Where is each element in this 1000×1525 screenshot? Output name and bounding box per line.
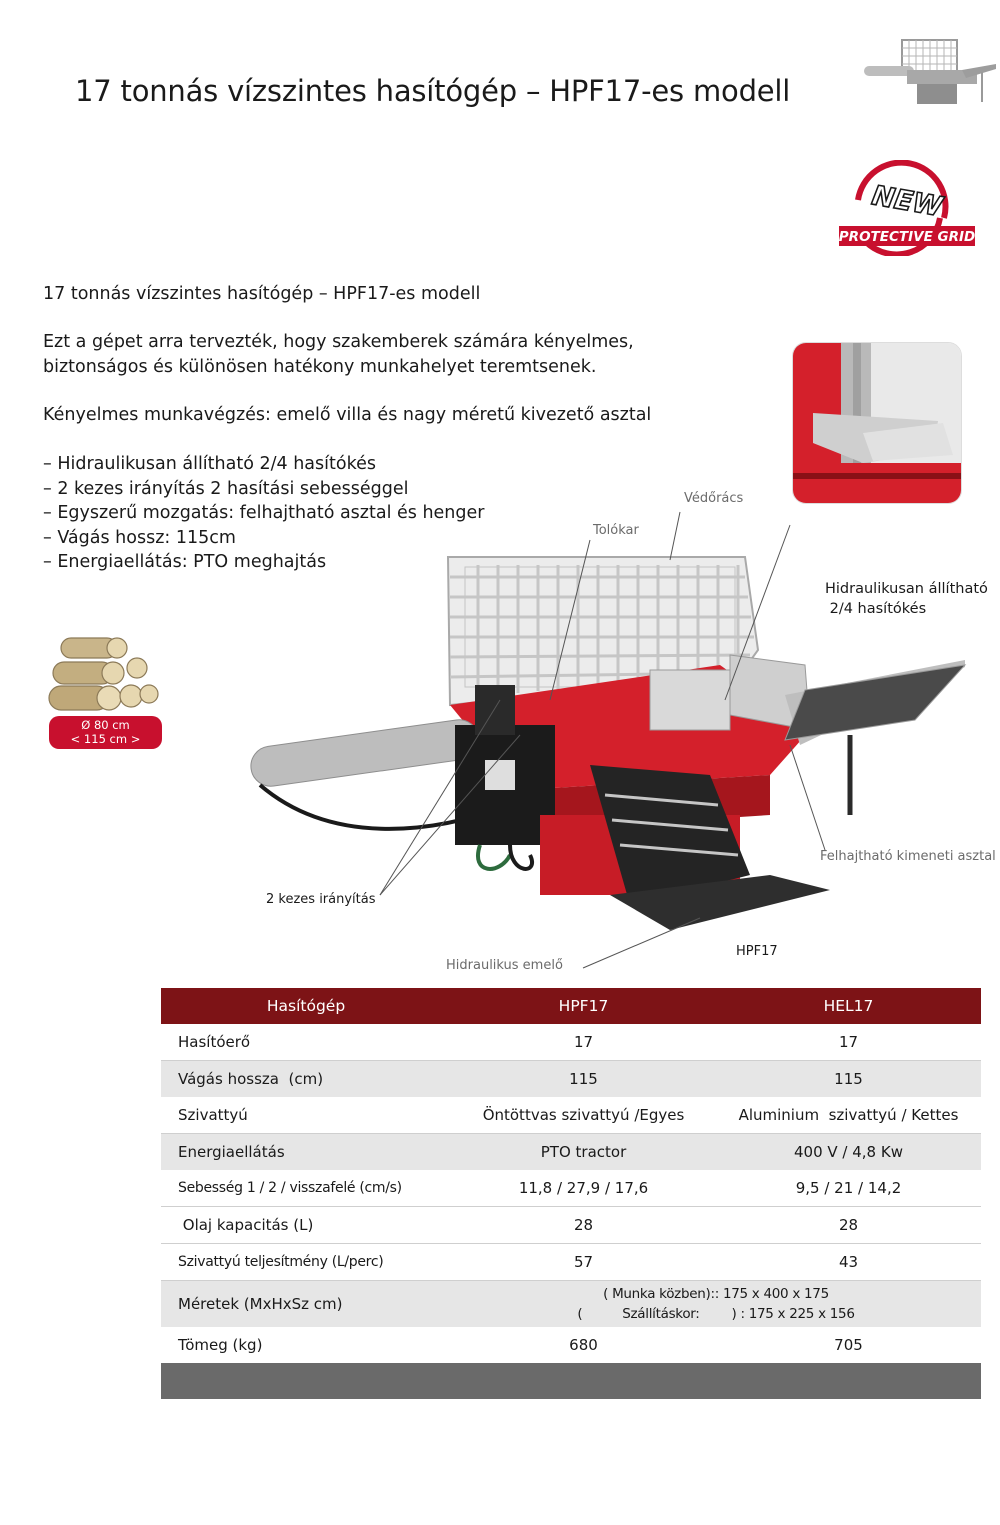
cell-hel17: 705 xyxy=(834,1336,863,1354)
new-protective-grid-badge xyxy=(836,160,978,256)
row-label: Méretek (MxHxSz cm) xyxy=(178,1295,343,1313)
cell-hel17: 9,5 / 21 / 14,2 xyxy=(795,1179,902,1197)
row-label: Vágás hossza (cm) xyxy=(178,1070,324,1088)
cell-hpf17: 680 xyxy=(569,1336,598,1354)
model-label: HPF17 xyxy=(736,944,778,959)
table-row xyxy=(161,1134,981,1170)
row-label: Szivattyú xyxy=(178,1106,248,1124)
machine-thumbnail-icon xyxy=(862,36,998,110)
callout-output-table: Felhajtható kimeneti asztal xyxy=(820,849,996,864)
row-label: Tömeg (kg) xyxy=(178,1336,263,1354)
log-diameter: Ø 80 cm xyxy=(81,718,130,732)
dimensions-working: ( Munka közben):: 175 x 400 x 175 xyxy=(603,1286,829,1302)
cell-hel17: 28 xyxy=(838,1216,859,1234)
cell-hpf17: 17 xyxy=(573,1033,594,1051)
header-cell: HPF17 xyxy=(558,997,609,1015)
callout-knife-line: Hidraulikusan állítható xyxy=(825,581,988,597)
intro-subtitle: 17 tonnás vízszintes hasítógép – HPF17-es modell xyxy=(43,284,481,304)
badge-new-text: NEW xyxy=(869,180,945,224)
log-length: < 115 cm > xyxy=(70,732,141,746)
callout-push-arm: Tolókar xyxy=(593,523,639,538)
splitting-knife-photo-icon xyxy=(793,343,961,503)
badge-protective-grid-text: PROTECTIVE GRID xyxy=(838,229,976,245)
cell-hel17: 400 V / 4,8 Kw xyxy=(794,1143,903,1161)
callout-two-hand-control: 2 kezes irányítás xyxy=(266,892,376,907)
cell-hpf17: Öntöttvas szivattyú /Egyes xyxy=(482,1106,685,1124)
table-row xyxy=(161,1244,981,1281)
row-label: Hasítóerő xyxy=(178,1033,251,1051)
callout-knife-line: 2/4 hasítókés xyxy=(825,601,927,617)
log-capacity-pill xyxy=(49,716,162,749)
callout-knife xyxy=(825,579,988,619)
feature-item: – Vágás hossz: 115cm xyxy=(43,527,236,548)
table-row xyxy=(161,1207,981,1244)
callout-protective-grid: Védőrács xyxy=(684,491,744,506)
table-row xyxy=(161,1170,981,1207)
table-row-weight xyxy=(161,1327,981,1363)
callout-hydraulic-lift: Hidraulikus emelő xyxy=(446,958,563,973)
header-cell: Hasítógép xyxy=(266,997,346,1015)
description-line: biztonságos és különösen hatékony munkahelyet teremtsenek. xyxy=(43,356,597,377)
comfort-line: Kényelmes munkavégzés: emelő villa és nagy méretű kivezető asztal xyxy=(43,405,652,425)
feature-item: – Hidraulikusan állítható 2/4 hasítókés xyxy=(43,454,376,474)
description-paragraph xyxy=(43,330,634,379)
table-row xyxy=(161,1024,981,1061)
cell-hel17: 115 xyxy=(834,1070,863,1088)
table-row xyxy=(161,1097,981,1134)
cell-hel17: 43 xyxy=(838,1253,859,1271)
log-pile-icon xyxy=(47,632,159,718)
table-header-row xyxy=(161,988,981,1024)
spec-table xyxy=(161,988,981,1399)
cell-hel17: 17 xyxy=(838,1033,859,1051)
splitting-knife-photo xyxy=(792,342,962,504)
cell-hpf17: 28 xyxy=(573,1216,594,1234)
dimensions-transport: ( Szállításkor: ) : 175 x 225 x 156 xyxy=(577,1306,855,1322)
feature-item: – Energiaellátás: PTO meghajtás xyxy=(43,552,327,572)
row-label: Szivattyú teljesítmény (L/perc) xyxy=(178,1254,384,1270)
cell-hel17: Aluminium szivattyú / Kettes xyxy=(738,1106,959,1124)
table-row xyxy=(161,1061,981,1097)
row-label: Olaj kapacitás (L) xyxy=(178,1216,314,1234)
feature-item: – 2 kezes irányítás 2 hasítási sebességgel xyxy=(43,478,409,499)
cell-hpf17: 57 xyxy=(573,1253,594,1271)
cell-hpf17: 11,8 / 27,9 / 17,6 xyxy=(518,1179,649,1197)
cell-hpf17: 115 xyxy=(569,1070,598,1088)
page-title: 17 tonnás vízszintes hasítógép – HPF17-es modell xyxy=(75,74,791,108)
feature-item: – Egyszerű mozgatás: felhajtható asztal és henger xyxy=(43,503,485,523)
table-row-dimensions xyxy=(161,1281,981,1327)
dimensions-cell xyxy=(451,1284,981,1324)
table-footer-bar xyxy=(161,1363,981,1399)
cell-hpf17: PTO tractor xyxy=(540,1143,627,1161)
row-label: Sebesség 1 / 2 / visszafelé (cm/s) xyxy=(178,1180,402,1196)
row-label: Energiaellátás xyxy=(178,1143,285,1161)
header-cell: HEL17 xyxy=(823,997,874,1015)
description-line: Ezt a gépet arra tervezték, hogy szakemberek számára kényelmes, xyxy=(43,332,634,352)
